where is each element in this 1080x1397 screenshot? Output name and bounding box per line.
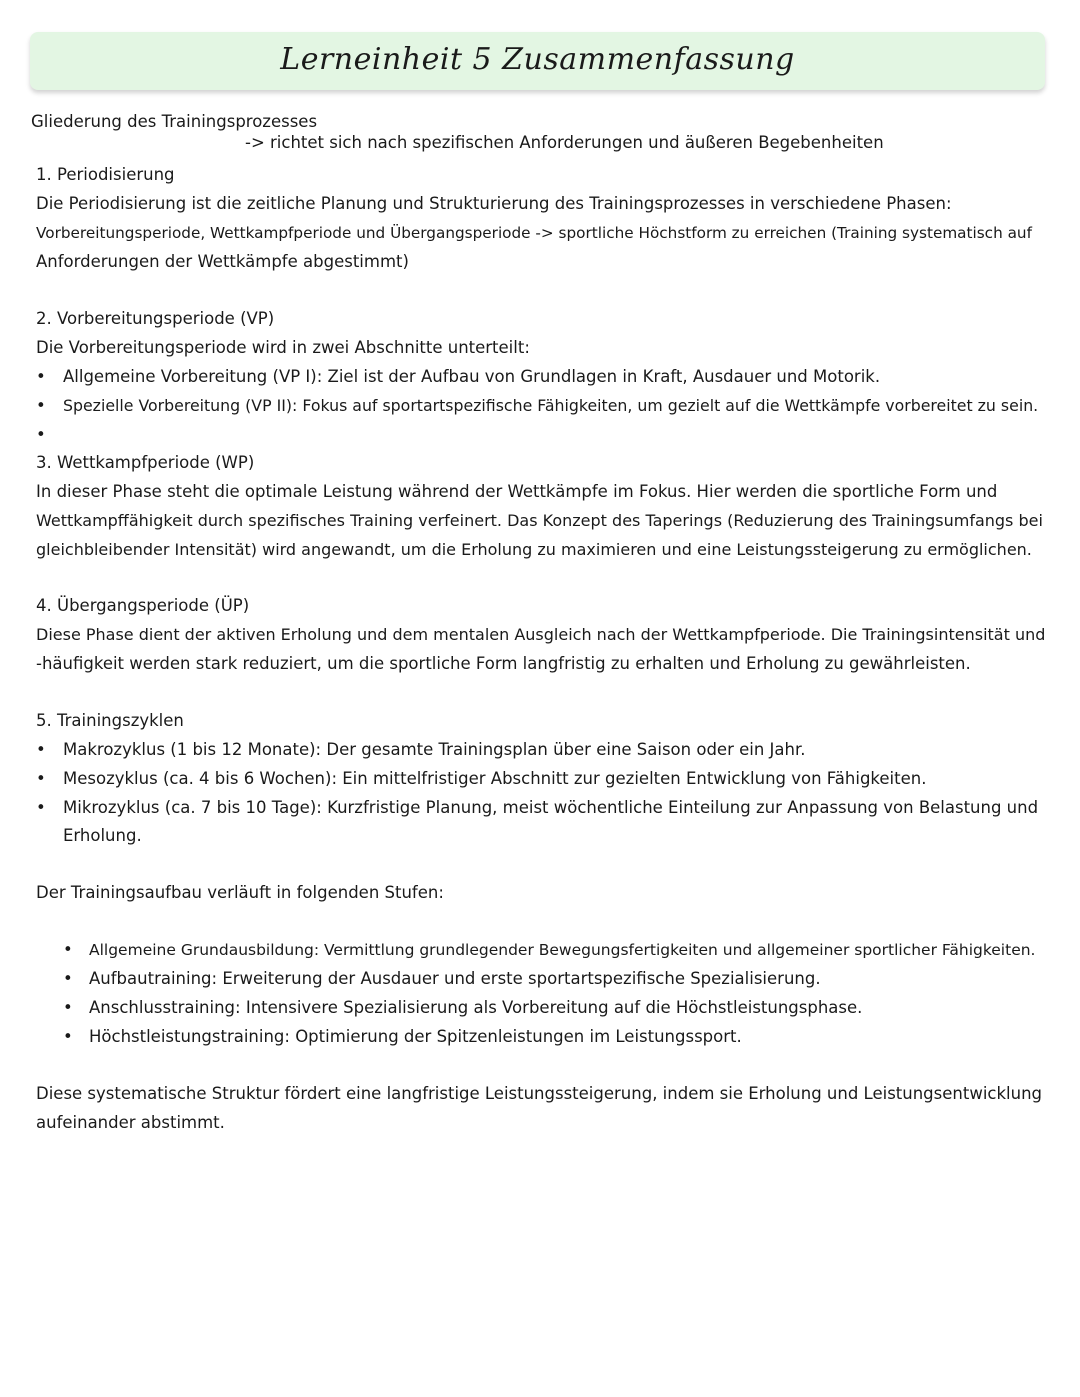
stages-bullet: Höchstleistungstraining: Optimierung der Spitzenleistungen im Leistungssport. — [89, 1027, 742, 1046]
section3-text-line: Wettkampffähigkeit durch spezifisches Training verfeinert. Das Konzept des Taperings (Reduzierung des Trainingsumfangs bei — [36, 511, 1043, 530]
section1-text-line: Vorbereitungsperiode, Wettkampfperiode und Übergangsperiode -> sportliche Höchstform zu erreichen (Training systematisch auf — [36, 224, 1032, 242]
section2-bullet: Allgemeine Vorbereitung (VP I): Ziel ist der Aufbau von Grundlagen in Kraft, Ausdauer und Motorik. — [63, 367, 881, 386]
bullet-dot: • — [36, 740, 46, 759]
section5-bullet: Mesozyklus (ca. 4 bis 6 Wochen): Ein mittelfristiger Abschnitt zur gezielten Entwicklung von Fähigkeiten. — [63, 769, 927, 788]
bullet-dot: • — [36, 396, 46, 415]
stages-bullet: Aufbautraining: Erweiterung der Ausdauer und erste sportartspezifische Spezialisierung. — [89, 969, 821, 988]
stages-bullet: Anschlusstraining: Intensivere Spezialisierung als Vorbereitung auf die Höchstleistungsphase. — [89, 998, 863, 1017]
section3-text-line: In dieser Phase steht die optimale Leistung während der Wettkämpfe im Fokus. Hier werden die sportliche Form und — [36, 482, 998, 501]
section1-text-line: Anforderungen der Wettkämpfe abgestimmt) — [36, 252, 409, 271]
stages-intro: Der Trainingsaufbau verläuft in folgenden Stufen: — [36, 883, 444, 902]
section2-bullet: Spezielle Vorbereitung (VP II): Fokus auf sportartspezifische Fähigkeiten, um gezielt auf die Wettkämpfe vorbereitet zu sein. — [63, 396, 1039, 415]
bullet-dot: • — [36, 769, 46, 788]
intro-subline: -> richtet sich nach spezifischen Anforderungen und äußeren Begebenheiten — [245, 133, 884, 152]
section4-text-line: -häufigkeit werden stark reduziert, um die sportliche Form langfristig zu erhalten und Erholung zu gewährleisten. — [36, 654, 971, 673]
intro-heading: Gliederung des Trainingsprozesses — [31, 112, 318, 131]
bullet-dot: • — [36, 367, 46, 386]
section5-bullet: Mikrozyklus (ca. 7 bis 10 Tage): Kurzfristige Planung, meist wöchentliche Einteilung zur Anpassung von Belastung und — [63, 798, 1039, 817]
bullet-dot: • — [36, 798, 46, 817]
bullet-dot: • — [63, 998, 73, 1017]
section5-bullet-continuation: Erholung. — [63, 826, 142, 845]
section4-heading: 4. Übergangsperiode (ÜP) — [36, 596, 250, 615]
section3-heading: 3. Wettkampfperiode (WP) — [36, 453, 255, 472]
page-title: Lerneinheit 5 Zusammenfassung — [280, 42, 795, 77]
section4-text-line: Diese Phase dient der aktiven Erholung und dem mentalen Ausgleich nach der Wettkampfperiode. Die Trainingsintensität und — [36, 625, 1046, 644]
conclusion-line: Diese systematische Struktur fördert eine langfristige Leistungssteigerung, indem sie Erholung und Leistungsentwicklung — [36, 1084, 1043, 1103]
section1-text-line: Die Periodisierung ist die zeitliche Planung und Strukturierung des Trainingsprozesses in verschiedene Phasen: — [36, 194, 952, 213]
bullet-dot: • — [63, 1027, 73, 1046]
section2-heading: 2. Vorbereitungsperiode (VP) — [36, 309, 275, 328]
empty-bullet-dot: • — [36, 425, 46, 444]
title-banner — [30, 32, 1045, 90]
bullet-dot: • — [63, 940, 73, 959]
conclusion-line: aufeinander abstimmt. — [36, 1113, 225, 1132]
bullet-dot: • — [63, 969, 73, 988]
section5-bullet: Makrozyklus (1 bis 12 Monate): Der gesamte Trainingsplan über eine Saison oder ein Jahr. — [63, 740, 806, 759]
section3-text-line: gleichbleibender Intensität) wird angewandt, um die Erholung zu maximieren und eine Leistungssteigerung zu ermöglichen. — [36, 540, 1032, 559]
section5-heading: 5. Trainingszyklen — [36, 711, 184, 730]
section1-heading: 1. Periodisierung — [36, 165, 175, 184]
stages-bullet: Allgemeine Grundausbildung: Vermittlung grundlegender Bewegungsfertigkeiten und allgemeiner sportlicher Fähigkeiten. — [89, 941, 1036, 959]
section2-intro: Die Vorbereitungsperiode wird in zwei Abschnitte unterteilt: — [36, 338, 530, 357]
